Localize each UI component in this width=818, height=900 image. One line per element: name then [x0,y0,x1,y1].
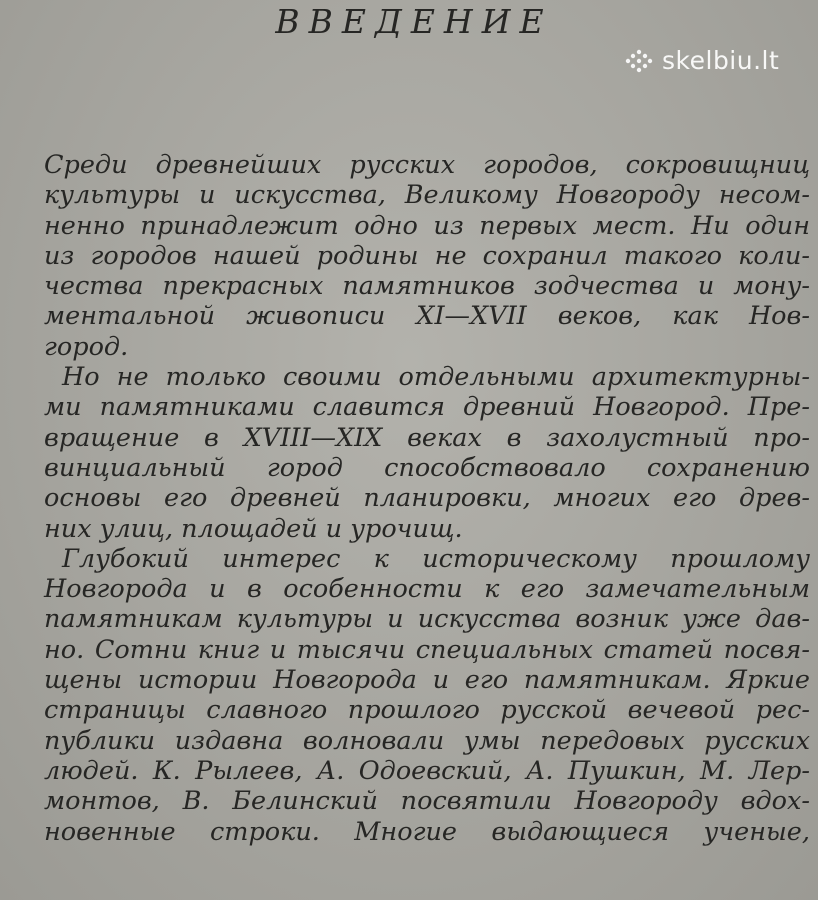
text-line: них улиц, площадей и урочищ. [44,513,463,544]
text-line: город. [44,331,129,362]
text-line: монтов, В. Белинский посвятили Новгороду вдох- [44,786,810,817]
text-line: вращение в XVIII—XIX веках в захолустный про- [44,422,810,453]
page-title: ВВЕДЕНИЕ [275,2,553,41]
dots-logo-icon [624,49,654,73]
text-line: основы его древней планировки, многих его древ- [44,483,810,514]
text-line: но. Сотни книг и тысячи специальных статей посвя- [44,634,810,665]
text-line: новенные строки. Многие выдающиеся ученые, [44,816,810,847]
text-line: Среди древнейших русских городов, сокровищниц [44,150,810,180]
text-line: чества прекрасных памятников зодчества и мону- [44,271,810,302]
text-line: ненно принадлежит одно из первых мест. Ни один [44,210,810,241]
text-line: ми памятниками славится древний Новгород. Пре- [44,392,810,423]
body-text [44,150,810,847]
text-line: публики издавна волновали умы передовых русских [44,725,810,756]
text-line: культуры и искусства, Великому Новгороду несом- [44,180,810,211]
watermark [624,46,779,75]
text-line: щены истории Новгорода и его памятникам. Яркие [44,665,810,696]
text-line: Но не только своими отдельными архитектурны- [62,362,810,393]
text-line: Глубокий интерес к историческому прошлому [62,543,810,574]
text-line: Новгорода и в особенности к его замечательным [44,574,810,605]
text-line: памятникам культуры и искусства возник уже дав- [44,604,810,635]
text-line: людей. К. Рылеев, А. Одоевский, А. Пушкин, М. Лер- [44,755,810,786]
text-line: ментальной живописи XI—XVII веков, как Нов- [44,301,810,332]
text-line: страницы славного прошлого русской вечевой рес- [44,695,810,726]
text-line: из городов нашей родины не сохранил такого коли- [44,240,810,271]
watermark-text: skelbiu.lt [662,46,780,75]
text-line: винциальный город способствовало сохранению [44,452,810,483]
